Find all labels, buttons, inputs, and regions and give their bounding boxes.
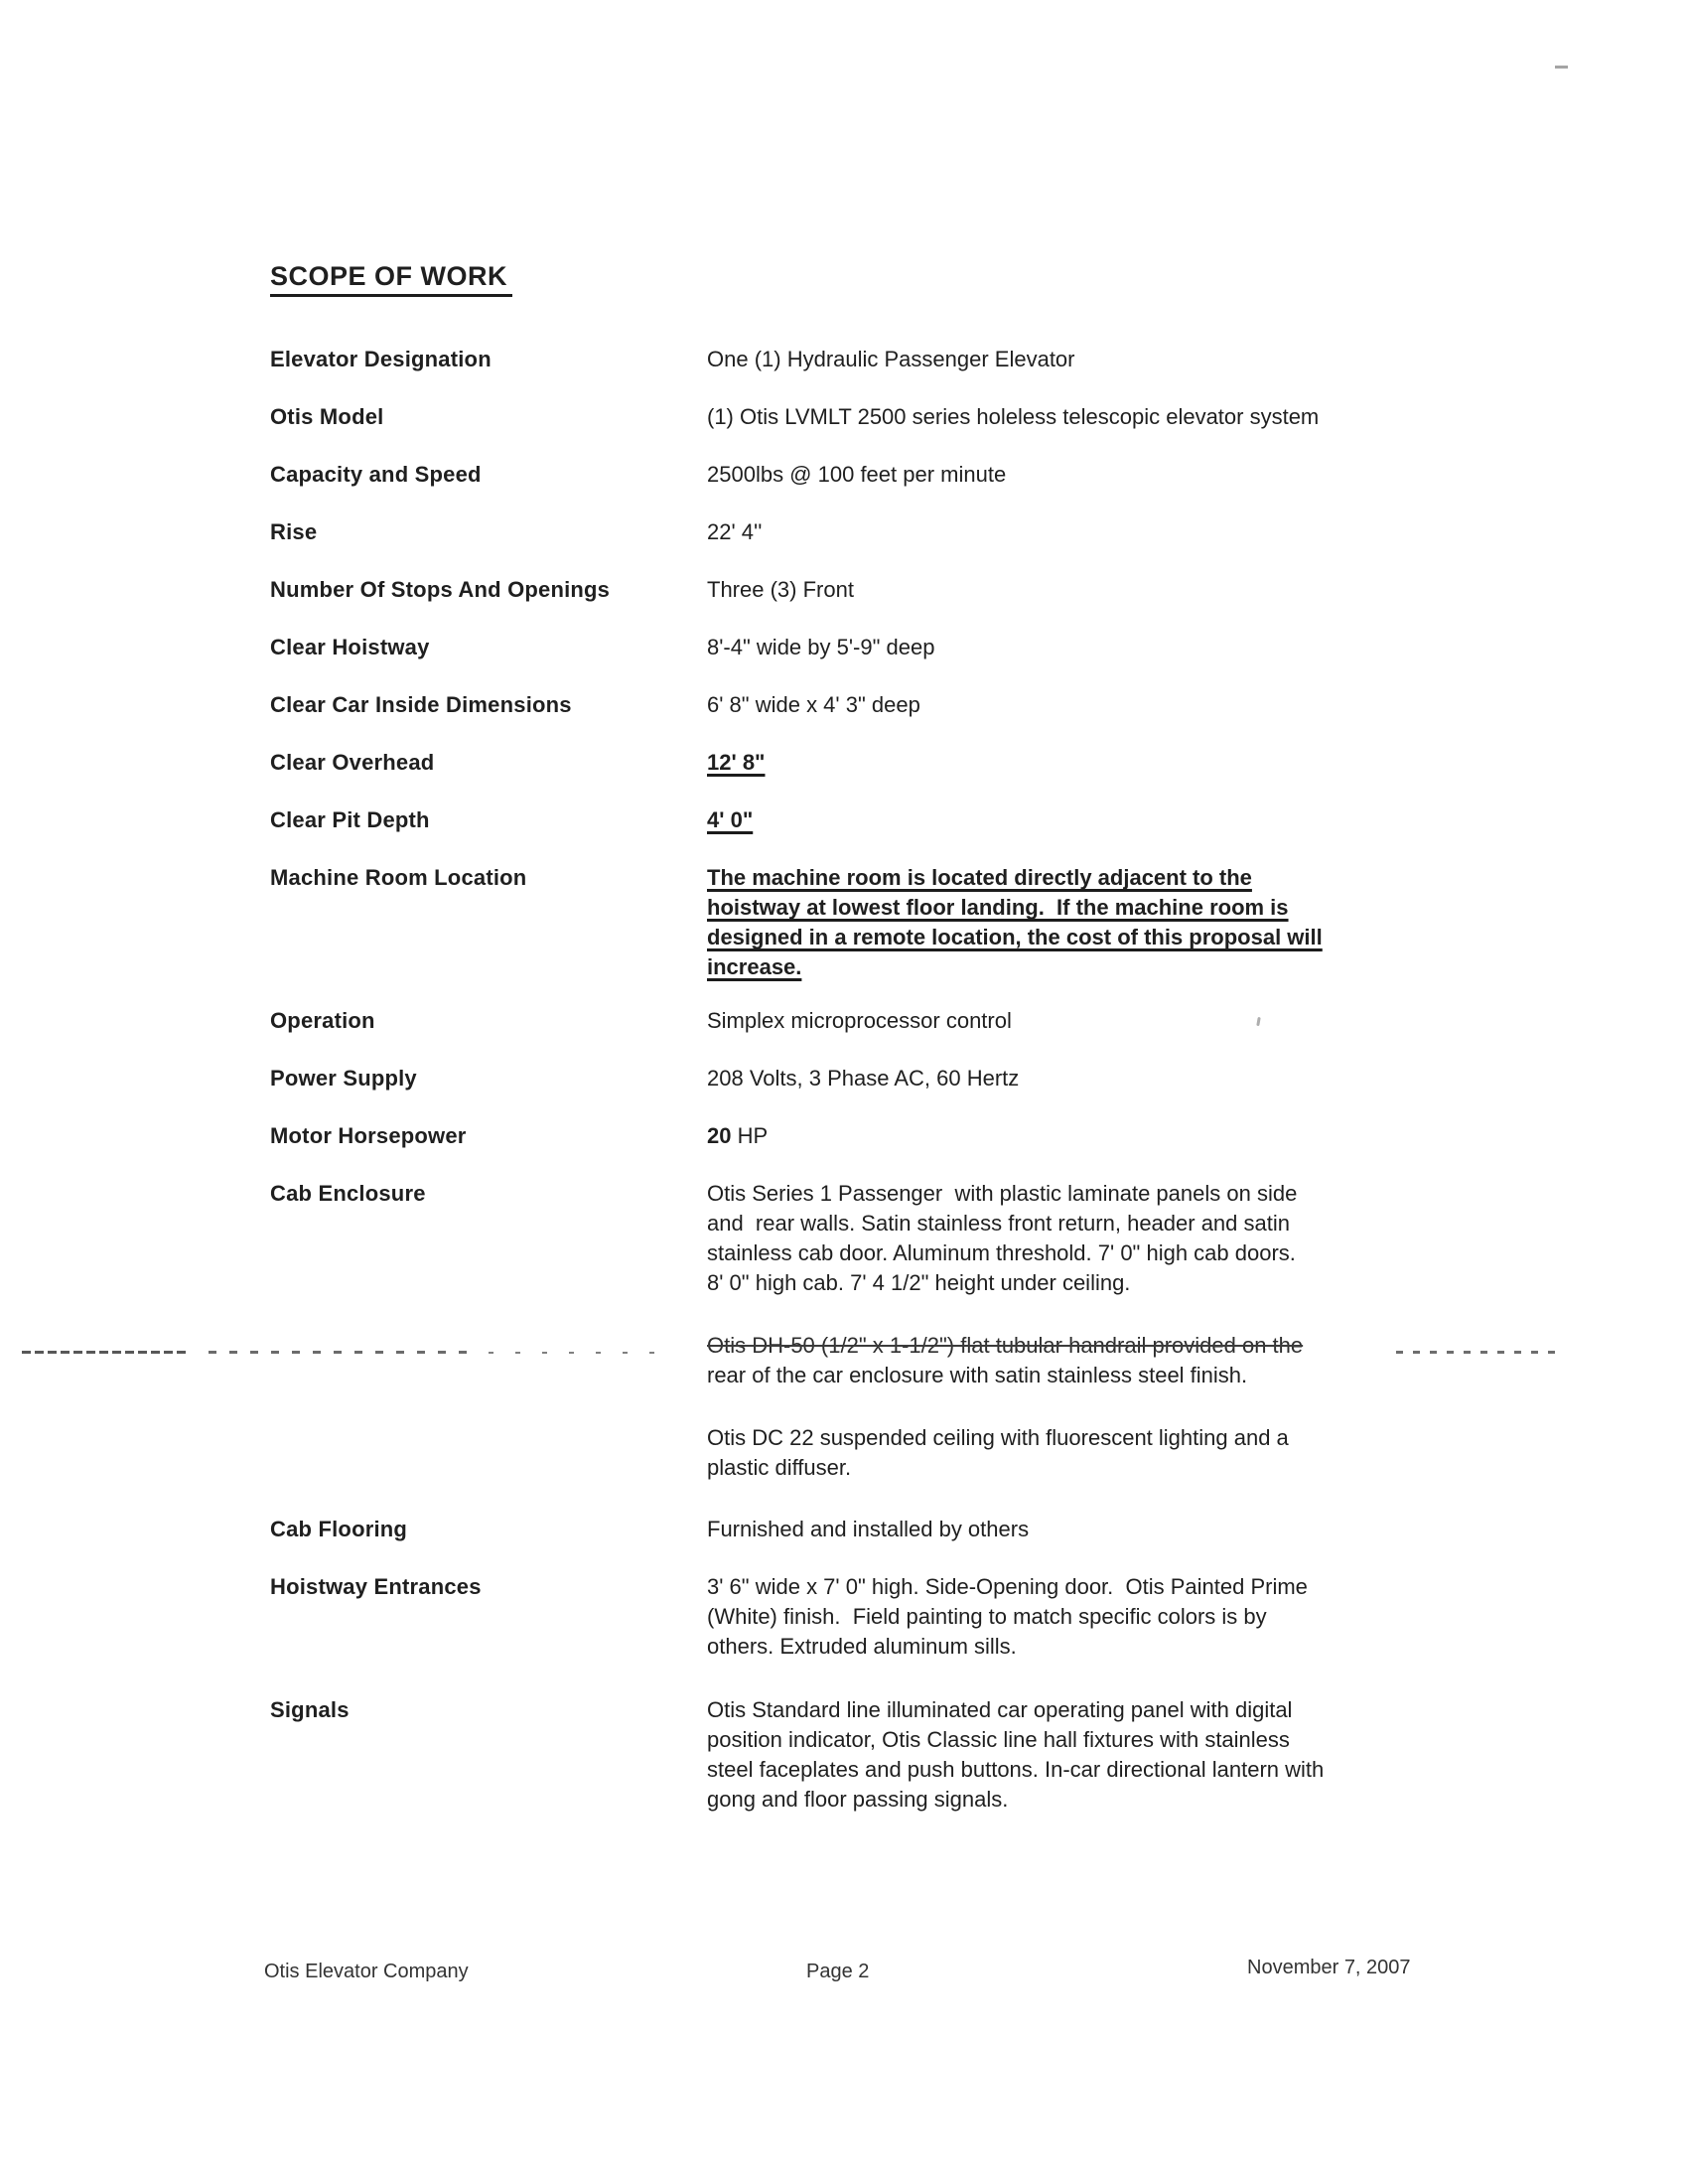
spec-value-line: others. Extruded aluminum sills.: [707, 1634, 1017, 1660]
spec-value: [707, 863, 1481, 982]
spec-value-line: Three (3) Front: [707, 577, 854, 603]
spec-value-line: rear of the car enclosure with satin stainless steel finish.: [707, 1363, 1248, 1388]
spec-value-line: Otis Series 1 Passenger with plastic laminate panels on side: [707, 1181, 1298, 1207]
spec-row: [270, 633, 1688, 662]
spec-value-line: 3' 6" wide x 7' 0" high. Side-Opening door. Otis Painted Prime: [707, 1574, 1308, 1600]
spec-value: [707, 575, 1481, 605]
spec-row: [270, 575, 1688, 605]
spec-value-line: The machine room is located directly adjacent to the: [707, 865, 1252, 891]
spec-row: [270, 517, 1688, 547]
spec-value: [707, 345, 1481, 374]
footer-page-number: Page 2: [806, 1961, 870, 1982]
spec-value-line: designed in a remote location, the cost of this proposal will: [707, 925, 1323, 950]
spec-value-line: 4' 0": [707, 807, 754, 833]
spec-value: [707, 1695, 1481, 1815]
spec-row: [270, 1179, 1688, 1483]
spec-label: Clear Pit Depth: [270, 807, 430, 833]
spec-value-line: 8'-4" wide by 5'-9" deep: [707, 635, 935, 660]
spec-row: [270, 1515, 1688, 1544]
spec-row: [270, 805, 1688, 835]
spec-value-line: 8' 0" high cab. 7' 4 1/2" height under ceiling.: [707, 1270, 1131, 1296]
spec-value-line: Furnished and installed by others: [707, 1517, 1030, 1542]
spec-value-line: Otis Standard line illuminated car operating panel with digital: [707, 1697, 1293, 1723]
spec-label: Number Of Stops And Openings: [270, 577, 611, 603]
spec-value-line: Simplex microprocessor control: [707, 1008, 1012, 1034]
spec-value: [707, 1064, 1481, 1093]
spec-value-line: position indicator, Otis Classic line hall fixtures with stainless: [707, 1727, 1290, 1753]
spec-value: [707, 1572, 1481, 1662]
spec-value: [707, 633, 1481, 662]
spec-value-line: stainless cab door. Aluminum threshold. 7' 0" high cab doors.: [707, 1240, 1296, 1266]
spec-value: [707, 402, 1481, 432]
spec-row: [270, 690, 1688, 720]
spec-value-line: increase.: [707, 954, 802, 980]
spec-value-line: 208 Volts, 3 Phase AC, 60 Hertz: [707, 1066, 1020, 1092]
spec-value-line: (White) finish. Field painting to match specific colors is by: [707, 1604, 1267, 1630]
spec-value: [707, 1179, 1481, 1483]
footer-company: Otis Elevator Company: [264, 1961, 469, 1982]
spec-value: [707, 805, 1481, 835]
spec-label: Elevator Designation: [270, 347, 492, 372]
spec-value-line: gong and floor passing signals.: [707, 1787, 1009, 1813]
spec-value-line: 6' 8" wide x 4' 3" deep: [707, 692, 920, 718]
spec-row: [270, 748, 1688, 778]
spec-value: [707, 748, 1481, 778]
spec-value: [707, 517, 1481, 547]
spec-value: [707, 690, 1481, 720]
spec-label: Operation: [270, 1008, 375, 1034]
spec-label: Cab Flooring: [270, 1517, 408, 1542]
spec-label: Clear Overhead: [270, 750, 435, 776]
spec-row: [270, 863, 1688, 982]
spec-label: Capacity and Speed: [270, 462, 482, 488]
spec-value-line: 12' 8": [707, 750, 766, 776]
spec-label: Otis Model: [270, 404, 384, 430]
page-title: SCOPE OF WORK: [270, 260, 512, 297]
spec-value-line: One (1) Hydraulic Passenger Elevator: [707, 347, 1075, 372]
spec-row: [270, 345, 1688, 374]
spec-label: Rise: [270, 519, 318, 545]
spec-value: [707, 460, 1481, 490]
spec-label: Cab Enclosure: [270, 1181, 426, 1207]
spec-row: [270, 1572, 1688, 1662]
spec-label: Power Supply: [270, 1066, 417, 1092]
spec-value-line: hoistway at lowest floor landing. If the machine room is: [707, 895, 1289, 921]
spec-value: [707, 1515, 1481, 1544]
spec-value-line: and rear walls. Satin stainless front return, header and satin: [707, 1211, 1290, 1237]
spec-row: [270, 1006, 1688, 1036]
spec-value-line: 22' 4'': [707, 519, 763, 545]
spec-value-line: Otis DH-50 (1/2" x 1-1/2") flat tubular handrail provided on the: [707, 1333, 1304, 1359]
spec-label: Clear Car Inside Dimensions: [270, 692, 572, 718]
spec-value-line: Otis DC 22 suspended ceiling with fluorescent lighting and a: [707, 1425, 1289, 1451]
spec-value-line: 2500lbs @ 100 feet per minute: [707, 462, 1007, 488]
spec-row: [270, 1695, 1688, 1815]
spec-label: Motor Horsepower: [270, 1123, 467, 1149]
spec-value: [707, 1121, 1481, 1151]
spec-row: [270, 1121, 1688, 1151]
spec-value-line: plastic diffuser.: [707, 1455, 852, 1481]
spec-label: Clear Hoistway: [270, 635, 430, 660]
spec-label: Hoistway Entrances: [270, 1574, 482, 1600]
spec-value-line: steel faceplates and push buttons. In-car directional lantern with: [707, 1757, 1325, 1783]
spec-label: Signals: [270, 1697, 350, 1723]
spec-value-line: (1) Otis LVMLT 2500 series holeless telescopic elevator system: [707, 404, 1320, 430]
spec-row: [270, 402, 1688, 432]
spec-table: [270, 345, 1688, 1815]
spec-value: [707, 1006, 1481, 1036]
footer-date: November 7, 2007: [1247, 1957, 1411, 1978]
spec-row: [270, 460, 1688, 490]
spec-value-line: 20 HP: [707, 1123, 769, 1149]
spec-label: Machine Room Location: [270, 865, 527, 891]
spec-row: [270, 1064, 1688, 1093]
